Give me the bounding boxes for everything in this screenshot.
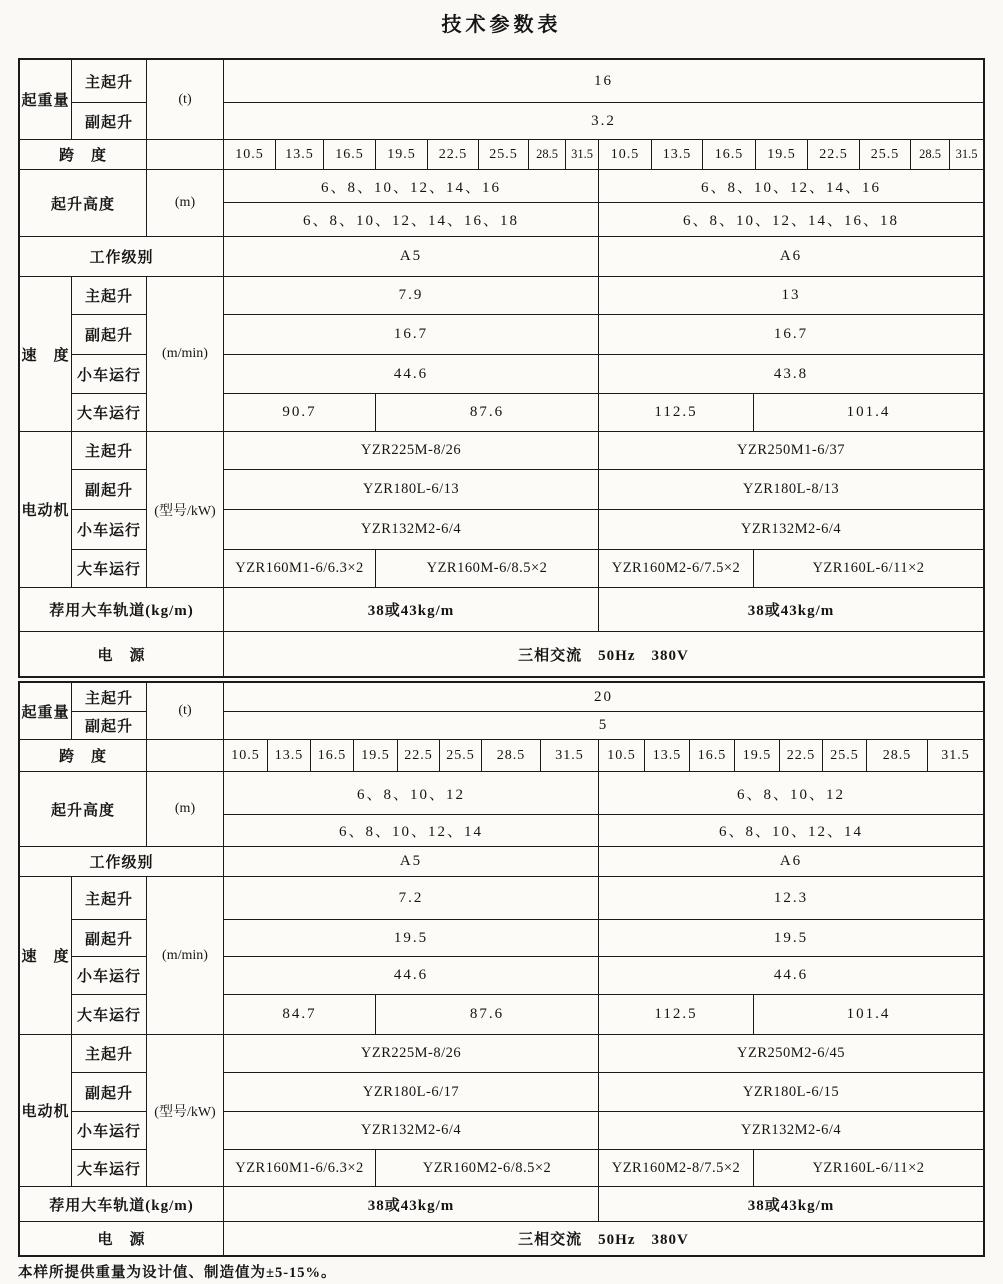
rail-left-value: 38或43kg/m <box>224 588 599 632</box>
span-band <box>20 140 983 170</box>
span-unit-empty <box>147 140 224 170</box>
page-title: 技术参数表 <box>441 14 562 36</box>
aux-hoist-label: 副起升 <box>72 103 147 140</box>
speed-group-label: 速 度 <box>20 277 72 432</box>
height-row2-right: 6、8、10、12、14 <box>599 815 983 847</box>
main-hoist-label: 主起升 <box>72 877 147 920</box>
power-label: 电 源 <box>20 632 224 676</box>
crane-travel-label: 大车运行 <box>72 394 147 432</box>
speed-crane-value: 101.4 <box>754 995 983 1035</box>
speed-main-right: 12.3 <box>599 877 983 920</box>
work-class-band <box>20 237 983 277</box>
span-value: 25.5 <box>823 740 867 772</box>
motor-crane-value: YZR160L-6/11×2 <box>754 1150 983 1187</box>
height-band <box>20 772 983 847</box>
height-row1-right: 6、8、10、12 <box>599 772 983 815</box>
motor-crane-value: YZR160M2-8/7.5×2 <box>599 1150 754 1187</box>
height-row1-left: 6、8、10、12 <box>224 772 599 815</box>
span-value: 28.5 <box>482 740 541 772</box>
main-hoist-label: 主起升 <box>72 277 147 315</box>
span-value: 31.5 <box>566 140 599 170</box>
trolley-travel-label: 小车运行 <box>72 1112 147 1150</box>
unit-m-label: (m) <box>147 772 224 847</box>
speed-main-right: 13 <box>599 277 983 315</box>
motor-aux-left: YZR180L-6/13 <box>224 470 599 510</box>
span-value: 10.5 <box>224 140 276 170</box>
span-value: 16.5 <box>703 140 756 170</box>
span-value: 16.5 <box>324 140 376 170</box>
speed-crane-value: 101.4 <box>754 394 983 432</box>
span-value: 16.5 <box>311 740 354 772</box>
motor-aux-right: YZR180L-8/13 <box>599 470 983 510</box>
capacity-band <box>20 60 983 140</box>
span-value: 25.5 <box>860 140 911 170</box>
power-value: 三相交流 50Hz 380V <box>518 1232 689 1248</box>
speed-band <box>20 277 983 432</box>
height-values <box>224 772 983 847</box>
crane-travel-label: 大车运行 <box>72 1150 147 1187</box>
speed-aux-left: 16.7 <box>224 315 599 355</box>
speed-sublabels <box>72 277 147 432</box>
unit-t-label: (t) <box>147 60 224 140</box>
span-value: 19.5 <box>354 740 398 772</box>
motor-crane-value: YZR160M2-6/8.5×2 <box>376 1150 599 1187</box>
span-value: 31.5 <box>928 740 983 772</box>
speed-crane-value: 84.7 <box>224 995 376 1035</box>
crane-travel-label: 大车运行 <box>72 995 147 1035</box>
power-label: 电 源 <box>20 1222 224 1255</box>
speed-values <box>224 277 983 432</box>
span-value: 25.5 <box>440 740 482 772</box>
aux-hoist-label: 副起升 <box>72 315 147 355</box>
motor-trolley-right: YZR132M2-6/4 <box>599 510 983 550</box>
span-value: 13.5 <box>276 140 324 170</box>
work-class-left: A5 <box>224 847 599 877</box>
trolley-travel-label: 小车运行 <box>72 355 147 394</box>
motor-trolley-right: YZR132M2-6/4 <box>599 1112 983 1150</box>
speed-values <box>224 877 983 1035</box>
rail-label: 荐用大车轨道(kg/m) <box>20 588 224 632</box>
rail-left-value: 38或43kg/m <box>224 1187 599 1222</box>
motor-sublabels <box>72 1035 147 1187</box>
aux-hoist-label: 副起升 <box>72 470 147 510</box>
height-row2-left: 6、8、10、12、14 <box>224 815 599 847</box>
speed-trolley-right: 44.6 <box>599 957 983 995</box>
motor-main-right: YZR250M2-6/45 <box>599 1035 983 1073</box>
work-class-label: 工作级别 <box>20 847 224 877</box>
capacity-values <box>224 683 983 740</box>
motor-group-label: 电动机 <box>20 432 72 588</box>
height-values <box>224 170 983 237</box>
span-label: 跨 度 <box>20 740 147 772</box>
trolley-travel-label: 小车运行 <box>72 510 147 550</box>
unit-model-kw-label: (型号/kW) <box>147 1035 224 1187</box>
motor-crane-value: YZR160M2-6/7.5×2 <box>599 550 754 588</box>
footnote: 本样所提供重量为设计值、制造值为±5-15%。 <box>18 1265 337 1281</box>
speed-trolley-left: 44.6 <box>224 355 599 394</box>
main-hoist-label: 主起升 <box>72 432 147 470</box>
motor-trolley-left: YZR132M2-6/4 <box>224 1112 599 1150</box>
speed-trolley-right: 43.8 <box>599 355 983 394</box>
span-value: 28.5 <box>529 140 566 170</box>
motor-sublabels <box>72 432 147 588</box>
motor-crane-value: YZR160L-6/11×2 <box>754 550 983 588</box>
capacity-aux-value: 3.2 <box>224 103 983 140</box>
rail-right-value: 38或43kg/m <box>599 1187 983 1222</box>
work-class-right: A6 <box>599 847 983 877</box>
power-band <box>20 632 983 676</box>
capacity-sublabels <box>72 60 147 140</box>
speed-crane-value: 90.7 <box>224 394 376 432</box>
unit-t-label: (t) <box>147 683 224 740</box>
span-value: 19.5 <box>376 140 428 170</box>
height-row2-left: 6、8、10、12、14、16、18 <box>224 203 599 237</box>
trolley-travel-label: 小车运行 <box>72 957 147 995</box>
motor-main-left: YZR225M-8/26 <box>224 432 599 470</box>
height-row2-right: 6、8、10、12、14、16、18 <box>599 203 983 237</box>
capacity-main-value: 20 <box>224 683 983 712</box>
speed-crane-value: 112.5 <box>599 394 754 432</box>
spec-table-16t <box>18 58 985 678</box>
span-value: 13.5 <box>268 740 311 772</box>
span-value: 22.5 <box>780 740 823 772</box>
span-value: 13.5 <box>652 140 703 170</box>
capacity-values <box>224 60 983 140</box>
motor-group-label: 电动机 <box>20 1035 72 1187</box>
motor-crane-value: YZR160M-6/8.5×2 <box>376 550 599 588</box>
speed-crane-value: 87.6 <box>376 995 599 1035</box>
motor-crane-value: YZR160M1-6/6.3×2 <box>224 550 376 588</box>
rail-label: 荐用大车轨道(kg/m) <box>20 1187 224 1222</box>
rail-right-value: 38或43kg/m <box>599 588 983 632</box>
unit-model-kw-label: (型号/kW) <box>147 432 224 588</box>
capacity-group-label: 起重量 <box>20 60 72 140</box>
work-class-right: A6 <box>599 237 983 277</box>
aux-hoist-label: 副起升 <box>72 712 147 740</box>
speed-aux-right: 19.5 <box>599 920 983 957</box>
motor-trolley-left: YZR132M2-6/4 <box>224 510 599 550</box>
span-value: 22.5 <box>428 140 479 170</box>
span-unit-empty <box>147 740 224 772</box>
speed-crane-value: 87.6 <box>376 394 599 432</box>
unit-m-min-label: (m/min) <box>147 277 224 432</box>
speed-main-left: 7.9 <box>224 277 599 315</box>
power-band <box>20 1222 983 1255</box>
speed-aux-right: 16.7 <box>599 315 983 355</box>
span-band <box>20 740 983 772</box>
main-hoist-label: 主起升 <box>72 1035 147 1073</box>
motor-values <box>224 1035 983 1187</box>
main-hoist-label: 主起升 <box>72 683 147 712</box>
height-band <box>20 170 983 237</box>
work-class-label: 工作级别 <box>20 237 224 277</box>
span-value: 28.5 <box>911 140 950 170</box>
unit-m-label: (m) <box>147 170 224 237</box>
height-row1-left: 6、8、10、12、14、16 <box>224 170 599 203</box>
work-class-band <box>20 847 983 877</box>
work-class-left: A5 <box>224 237 599 277</box>
capacity-group-label: 起重量 <box>20 683 72 740</box>
span-value: 10.5 <box>599 740 645 772</box>
motor-aux-left: YZR180L-6/17 <box>224 1073 599 1112</box>
motor-values <box>224 432 983 588</box>
speed-trolley-left: 44.6 <box>224 957 599 995</box>
aux-hoist-label: 副起升 <box>72 1073 147 1112</box>
span-value: 19.5 <box>756 140 808 170</box>
motor-crane-value: YZR160M1-6/6.3×2 <box>224 1150 376 1187</box>
span-value: 28.5 <box>867 740 928 772</box>
speed-band <box>20 877 983 1035</box>
motor-band <box>20 1035 983 1187</box>
speed-aux-left: 19.5 <box>224 920 599 957</box>
speed-group-label: 速 度 <box>20 877 72 1035</box>
rail-band <box>20 1187 983 1222</box>
main-hoist-label: 主起升 <box>72 60 147 103</box>
span-value: 19.5 <box>735 740 780 772</box>
span-label: 跨 度 <box>20 140 147 170</box>
span-value: 10.5 <box>599 140 652 170</box>
spec-table-20t <box>18 681 985 1257</box>
capacity-aux-value: 5 <box>224 712 983 740</box>
motor-aux-right: YZR180L-6/15 <box>599 1073 983 1112</box>
speed-sublabels <box>72 877 147 1035</box>
capacity-sublabels <box>72 683 147 740</box>
crane-travel-label: 大车运行 <box>72 550 147 588</box>
span-value: 16.5 <box>690 740 735 772</box>
aux-hoist-label: 副起升 <box>72 920 147 957</box>
height-label: 起升高度 <box>20 170 147 237</box>
capacity-band <box>20 683 983 740</box>
speed-main-left: 7.2 <box>224 877 599 920</box>
motor-main-right: YZR250M1-6/37 <box>599 432 983 470</box>
speed-crane-value: 112.5 <box>599 995 754 1035</box>
span-value: 25.5 <box>479 140 529 170</box>
span-value: 10.5 <box>224 740 268 772</box>
capacity-main-value: 16 <box>224 60 983 103</box>
span-value: 31.5 <box>541 740 599 772</box>
unit-m-min-label: (m/min) <box>147 877 224 1035</box>
span-value: 31.5 <box>950 140 983 170</box>
motor-band <box>20 432 983 588</box>
rail-band <box>20 588 983 632</box>
span-value: 13.5 <box>645 740 690 772</box>
height-row1-right: 6、8、10、12、14、16 <box>599 170 983 203</box>
span-value: 22.5 <box>808 140 860 170</box>
motor-main-left: YZR225M-8/26 <box>224 1035 599 1073</box>
power-value: 三相交流 50Hz 380V <box>518 647 689 664</box>
height-label: 起升高度 <box>20 772 147 847</box>
span-value: 22.5 <box>398 740 440 772</box>
